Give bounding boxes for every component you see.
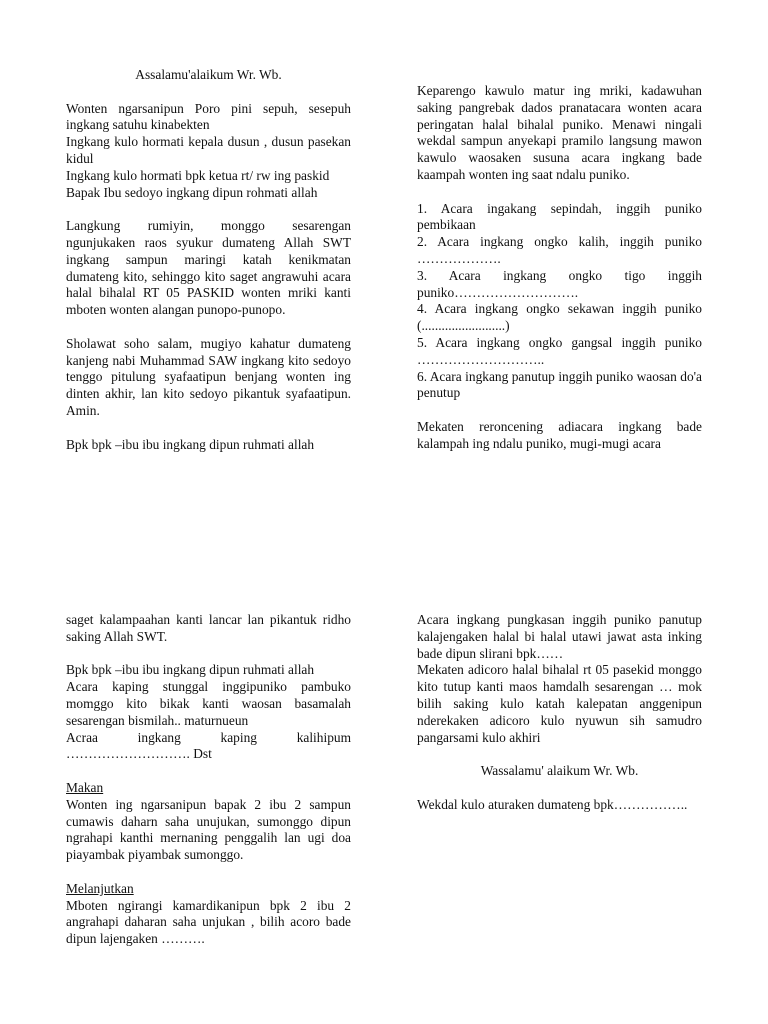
paragraph: Bpk bpk –ibu ibu ingkang dipun ruhmati allah	[66, 662, 315, 678]
paragraph: Sholawat soho salam, mugiyo kahatur dumateng kanjeng nabi Muhammad SAW ingkang kito sedoyo tenggo pitulung syafaatipun benjang wonten ing dinten akhir, lan kito sedoyo pikantuk syafaatipun. Amin.	[66, 335, 351, 418]
agenda-item: 6. Acara ingkang panutup inggih puniko waosan do'a penutup	[417, 368, 702, 401]
agenda-item: 5. Acara ingkang ongko gangsal inggih puniko ………………………..	[417, 334, 702, 367]
paragraph: Mekaten adicoro halal bihalal rt 05 pasekid monggo kito tutup kanti maos hamdalh sesarengan … mok bilih saking kulo katah kalepatan anggenipun nderekaken adicoro kulo nyuwun sih samudro pangarsami kulo akhiri	[417, 662, 702, 745]
spacer	[66, 319, 351, 336]
column-top-left	[66, 67, 351, 453]
paragraph: saget kalampaahan kanti lancar lan pikantuk ridho saking Allah SWT.	[66, 612, 351, 644]
paragraph: Wekdal kulo aturaken dumateng bpk……………..	[417, 796, 688, 812]
agenda-item: 3. Acara ingkang ongko tigo inggih puniko……………………….	[417, 267, 702, 300]
spacer	[417, 402, 702, 419]
paragraph: Wonten ing ngarsanipun bapak 2 ibu 2 sampun cumawis daharn saha unujukan, sumonggo dipun ngrahapi kanthi mernaning penggalih lan ugi doa piayambak piyambak sumonggo.	[66, 796, 351, 863]
farewell: Wassalamu' alaikum Wr. Wb.	[480, 763, 639, 779]
paragraph: Acara kaping stunggal inggipuniko pambuko momggo kito bikak kanti waosan basamalah sesarengan bismilah.. maturnueun	[66, 679, 351, 728]
spacer	[417, 184, 702, 201]
agenda-item: 1. Acara ingakang sepindah, inggih puniko pembikaan	[417, 200, 702, 233]
spacer	[66, 763, 351, 780]
greeting: Assalamu'alaikum Wr. Wb.	[135, 67, 282, 82]
spacer	[417, 780, 702, 797]
column-bottom-left	[66, 612, 351, 948]
paragraph: Bpk bpk –ibu ibu ingkang dipun ruhmati allah	[66, 436, 315, 452]
paragraph: Langkung rumiyin, monggo sesarengan ngunjukaken raos syukur dumateng Allah SWT ingkang sampun maringi katah kenikmatan dumateng kito, sehinggo kito saget angrawuhi acara halal bihalal RT 05 PASKID wonten mriki kanti mboten wonten alangan punopo-punopo.	[66, 218, 351, 318]
column-top-right	[417, 83, 702, 453]
agenda-item: 4. Acara ingkang ongko sekawan inggih puniko (.........................)	[417, 301, 702, 334]
address-line: Wonten ngarsanipun Poro pini sepuh, sesepuh ingkang satuhu kinabekten	[66, 100, 351, 133]
section-heading-makan: Makan	[66, 779, 104, 795]
paragraph: Mekaten reroncening adiacara ingkang bade kalampah ing ndalu puniko, mugi-mugi acara	[417, 418, 702, 451]
spacer	[66, 420, 351, 437]
spacer	[66, 84, 351, 101]
spacer	[66, 646, 351, 663]
address-line: Ingkang kulo hormati kepala dusun , dusun pasekan kidul	[66, 134, 351, 166]
paragraph: Keparengo kawulo matur ing mriki, kadawuhan saking pangrebak dados pranatacara wonten acara peringatan halal bihalal puniko. Menawi ningali wekdal sampun anyekapi pramilo langsung mawon kawulo waosaken susuna acara ingkang bade kaampah wonten ing saat ndalu puniko.	[417, 83, 702, 182]
spacer	[66, 864, 351, 881]
paragraph: Mboten ngirangi kamardikanipun bpk 2 ibu 2 angrahapi daharan saha unjukan , bilih acoro bade dipun lajengaken ……….	[66, 897, 351, 947]
address-line: Bapak Ibu sedoyo ingkang dipun rohmati allah	[66, 184, 318, 200]
address-line: Ingkang kulo hormati bpk ketua rt/ rw ing paskid	[66, 167, 330, 183]
paragraph: Acara ingkang pungkasan inggih puniko panutup kalajengaken halal bi halal utawi jawat asta inking bade dipun slirani bpk……	[417, 612, 702, 661]
agenda-item: 2. Acara ingkang ongko kalih, inggih puniko ……………….	[417, 234, 702, 266]
spacer	[417, 746, 702, 763]
section-heading-melanjutkan: Melanjutkan	[66, 880, 134, 896]
column-bottom-right	[417, 612, 702, 814]
spacer	[66, 201, 351, 218]
paragraph: Acraa ingkang kaping kalihipum ………………………. Dst	[66, 729, 351, 762]
